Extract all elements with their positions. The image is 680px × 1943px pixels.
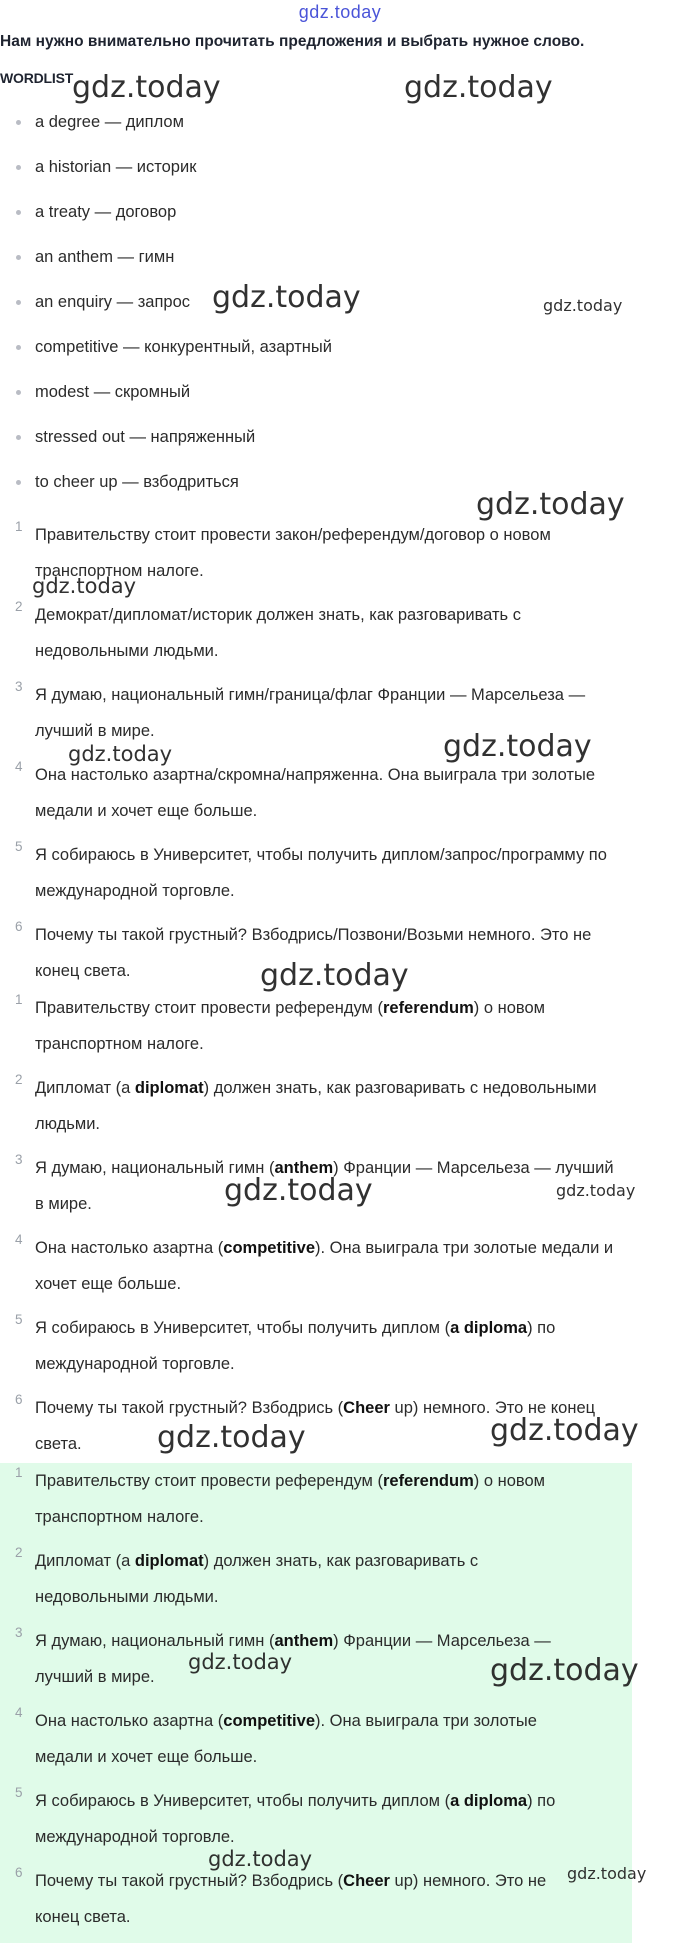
task-intro: Нам нужно внимательно прочитать предложения и выбрать нужное слово. <box>0 33 585 50</box>
watermark: gdz.today <box>72 70 221 105</box>
answer-item <box>0 1390 680 1470</box>
answers-list <box>0 990 680 1470</box>
item-number: 4 <box>15 1705 23 1720</box>
answer-item <box>0 1463 632 1543</box>
item-number: 5 <box>15 1312 23 1327</box>
watermark: gdz.today <box>208 1847 313 1871</box>
watermark: gdz.today <box>556 1181 636 1200</box>
watermark: gdz.today <box>490 1413 639 1448</box>
question-text: Почему ты такой грустный? Взбодрись/Позвони/Возьми немного. Это не конец света. <box>35 926 592 980</box>
item-number: 1 <box>15 992 23 1007</box>
item-number: 3 <box>15 1152 23 1167</box>
item-number: 6 <box>15 1392 23 1407</box>
question-text: Правительству стоит провести закон/референдум/договор о новом транспортном налоге. <box>35 526 551 580</box>
answer-text: Дипломат (а diplomat) должен знать, как разговаривать с недовольными людьми. <box>35 1079 597 1133</box>
questions-list <box>0 517 680 997</box>
answer-text: Почему ты такой грустный? Взбодрись (Cheer up) немного. Это не конец света. <box>35 1399 596 1453</box>
item-number: 5 <box>15 1785 23 1800</box>
wordlist-item: a treaty — договор <box>0 200 680 245</box>
watermark: gdz.today <box>188 1650 293 1674</box>
question-item <box>0 837 680 917</box>
question-text: Она настолько азартна/скромна/напряженна. Она выиграла три золотые медали и хочет еще больше. <box>35 766 596 820</box>
item-number: 4 <box>15 1232 23 1247</box>
answer-text: Я думаю, национальный гимн (anthem) Франции — Марсельеза — лучший в мире. <box>35 1632 551 1686</box>
bullet-icon <box>16 435 21 440</box>
answer-item <box>0 1703 632 1783</box>
wordlist-item: to cheer up — взбодриться <box>0 470 680 515</box>
wordlist-item: modest — скромный <box>0 380 680 425</box>
item-number: 1 <box>15 1465 23 1480</box>
question-text: Я думаю, национальный гимн/граница/флаг Франции — Марсельеза — лучший в мире. <box>35 686 586 740</box>
watermark: gdz.today <box>443 729 592 764</box>
answer-text: Дипломат (а diplomat) должен знать, как разговаривать с недовольными людьми. <box>35 1552 479 1606</box>
watermark: gdz.today <box>157 1420 306 1455</box>
watermark: gdz.today <box>543 296 623 315</box>
question-item <box>0 517 680 597</box>
answer-text: Я думаю, национальный гимн (anthem) Франции — Марсельеза — лучший в мире. <box>35 1159 614 1213</box>
item-number: 4 <box>15 759 23 774</box>
question-text: Я собираюсь в Университет, чтобы получить диплом/запрос/программу по международной торговле. <box>35 846 607 900</box>
watermark: gdz.today <box>32 574 137 598</box>
bullet-icon <box>16 345 21 350</box>
bullet-icon <box>16 255 21 260</box>
item-number: 2 <box>15 1072 23 1087</box>
answer-item <box>0 1863 632 1943</box>
bullet-icon <box>16 300 21 305</box>
wordlist-item: an enquiry — запрос <box>0 290 680 335</box>
wordlist <box>0 110 680 515</box>
bullet-icon <box>16 120 21 125</box>
watermark: gdz.today <box>68 742 173 766</box>
wordlist-item: a degree — диплом <box>0 110 680 155</box>
bullet-icon <box>16 390 21 395</box>
wordlist-item: an anthem — гимн <box>0 245 680 290</box>
item-number: 1 <box>15 519 23 534</box>
watermark: gdz.today <box>404 70 553 105</box>
question-item <box>0 917 680 997</box>
watermark: gdz.today <box>224 1173 373 1208</box>
wordlist-item: stressed out — напряженный <box>0 425 680 470</box>
watermark: gdz.today <box>212 280 361 315</box>
answer-text: Она настолько азартна (competitive). Она выиграла три золотые медали и хочет еще больше. <box>35 1239 614 1293</box>
watermark: gdz.today <box>490 1653 639 1688</box>
item-number: 6 <box>15 1865 23 1880</box>
wordlist-title: WORDLIST <box>0 70 74 86</box>
answer-text: Правительству стоит провести референдум (referendum) о новом транспортном налоге. <box>35 1472 545 1526</box>
question-text: Демократ/дипломат/историк должен знать, как разговаривать с недовольными людьми. <box>35 606 521 660</box>
answer-item <box>0 1230 680 1310</box>
answer-item <box>0 1150 680 1230</box>
item-number: 3 <box>15 679 23 694</box>
answer-text: Она настолько азартна (competitive). Она выиграла три золотые медали и хочет еще больше. <box>35 1712 537 1766</box>
item-number: 6 <box>15 919 23 934</box>
item-number: 3 <box>15 1625 23 1640</box>
wordlist-item: a historian — историк <box>0 155 680 200</box>
answer-item <box>0 1310 680 1390</box>
item-number: 2 <box>15 1545 23 1560</box>
site-logo[interactable]: gdz.today <box>298 2 382 22</box>
bullet-icon <box>16 210 21 215</box>
answer-item <box>0 1623 632 1703</box>
answer-item <box>0 1783 632 1863</box>
bullet-icon <box>16 165 21 170</box>
answer-item <box>0 990 680 1070</box>
question-item <box>0 677 680 757</box>
answer-item <box>0 1070 680 1150</box>
wordlist-item: competitive — конкурентный, азартный <box>0 335 680 380</box>
item-number: 2 <box>15 599 23 614</box>
answer-text: Почему ты такой грустный? Взбодрись (Cheer up) немного. Это не конец света. <box>35 1872 547 1926</box>
answer-text: Правительству стоит провести референдум (referendum) о новом транспортном налоге. <box>35 999 545 1053</box>
highlighted-answers-list <box>0 1463 632 1943</box>
answer-text: Я собираюсь в Университет, чтобы получить диплом (a diploma) по международной торговле. <box>35 1319 556 1373</box>
watermark: gdz.today <box>476 487 625 522</box>
watermark: gdz.today <box>567 1864 647 1883</box>
answer-text: Я собираюсь в Университет, чтобы получить диплом (a diploma) по международной торговле. <box>35 1792 556 1846</box>
question-item <box>0 597 680 677</box>
answer-item <box>0 1543 632 1623</box>
watermark: gdz.today <box>260 958 409 993</box>
question-item <box>0 757 680 837</box>
item-number: 5 <box>15 839 23 854</box>
bullet-icon <box>16 480 21 485</box>
